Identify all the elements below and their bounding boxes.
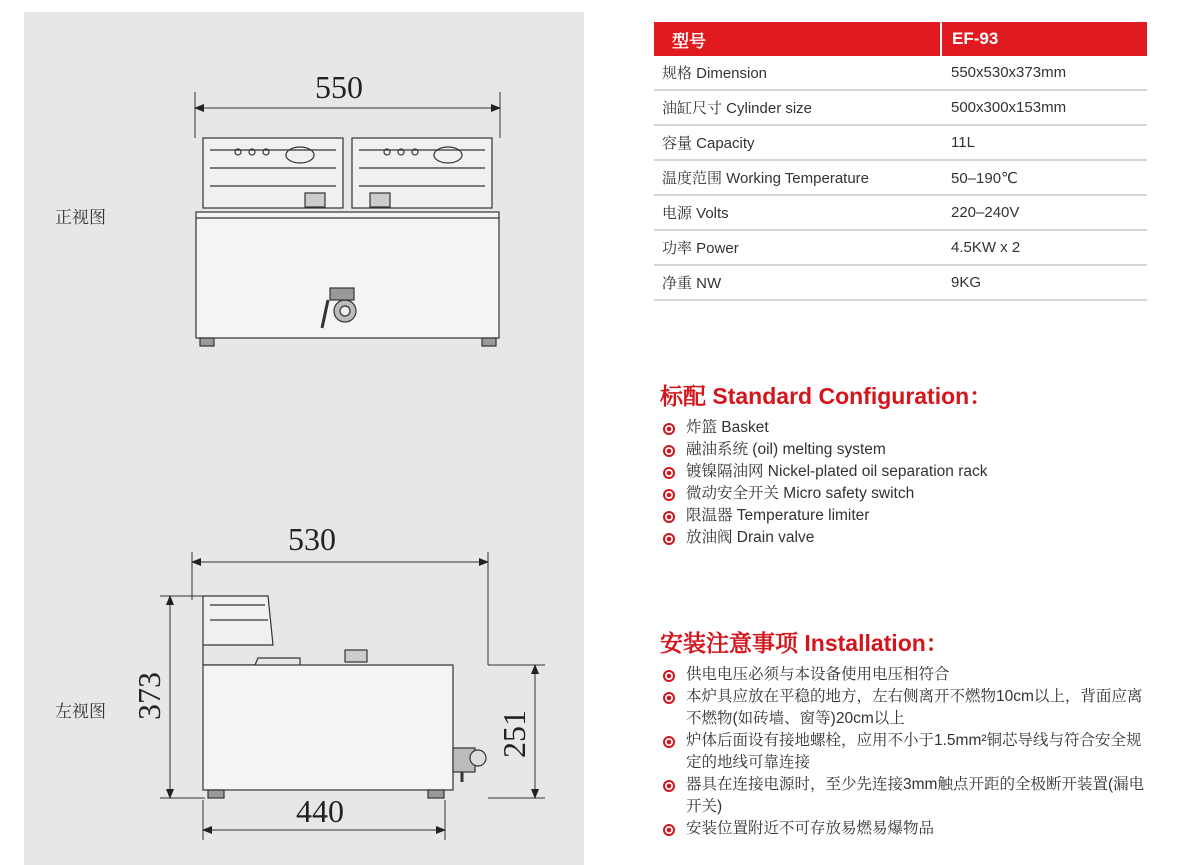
table-row bbox=[654, 265, 1147, 300]
list-item bbox=[662, 664, 1156, 686]
spec-value: 50–190℃ bbox=[941, 160, 1147, 195]
list-item-text: 炉体后面设有接地螺栓，应用不小于1.5mm²铜芯导线与符合安全规定的地线可靠连接 bbox=[686, 732, 1142, 771]
list-item bbox=[662, 818, 1156, 840]
side-depth-dimension: 530 bbox=[288, 521, 336, 557]
bullet-icon bbox=[663, 780, 675, 792]
standard-config-title: 标配 Standard Configuration： bbox=[660, 383, 993, 409]
list-item-text: 供电电压必须与本设备使用电压相符合 bbox=[686, 666, 950, 683]
spec-label: 功率 Power bbox=[654, 230, 941, 265]
table-row bbox=[654, 90, 1147, 125]
list-item bbox=[662, 505, 988, 527]
list-item bbox=[662, 483, 988, 505]
list-item-text: 本炉具应放在平稳的地方，左右侧离开不燃物10cm以上，背面应离不燃物(如砖墙、窗等)20cm以上 bbox=[686, 688, 1143, 727]
spec-value: 9KG bbox=[941, 265, 1147, 300]
list-item bbox=[662, 686, 1156, 730]
model-label: 型号 bbox=[654, 22, 941, 56]
installation-list bbox=[662, 664, 1156, 840]
bullet-icon bbox=[663, 533, 675, 545]
list-item bbox=[662, 417, 988, 439]
bullet-icon bbox=[663, 423, 675, 435]
spec-table bbox=[654, 22, 1147, 301]
side-view-label: 左视图 bbox=[55, 702, 106, 722]
model-value: EF-93 bbox=[941, 22, 1147, 56]
list-item bbox=[662, 439, 988, 461]
list-item bbox=[662, 774, 1156, 818]
list-item-text: 器具在连接电源时，至少先连接3mm触点开距的全极断开装置(漏电开关) bbox=[686, 776, 1145, 815]
front-width-dimension: 550 bbox=[315, 69, 363, 105]
spec-value: 220–240V bbox=[941, 195, 1147, 230]
table-row bbox=[654, 195, 1147, 230]
list-item-text: 放油阀 Drain valve bbox=[686, 529, 815, 546]
installation-title: 安装注意事项 Installation： bbox=[660, 630, 949, 656]
list-item-text: 微动安全开关 Micro safety switch bbox=[686, 485, 915, 502]
list-item-text: 安装位置附近不可存放易燃易爆物品 bbox=[686, 820, 935, 837]
spec-value: 550x530x373mm bbox=[941, 56, 1147, 90]
spec-value: 11L bbox=[941, 125, 1147, 160]
list-item bbox=[662, 461, 988, 483]
list-item bbox=[662, 730, 1156, 774]
spec-label: 油缸尺寸 Cylinder size bbox=[654, 90, 941, 125]
body-height-dimension: 251 bbox=[496, 710, 532, 758]
spec-label: 温度范围 Working Temperature bbox=[654, 160, 941, 195]
front-view bbox=[195, 92, 500, 346]
table-row bbox=[654, 56, 1147, 90]
table-row bbox=[654, 125, 1147, 160]
bullet-icon bbox=[663, 824, 675, 836]
front-view-label: 正视图 bbox=[55, 208, 106, 228]
bullet-icon bbox=[663, 511, 675, 523]
list-item bbox=[662, 527, 988, 549]
spec-value: 500x300x153mm bbox=[941, 90, 1147, 125]
base-depth-dimension: 440 bbox=[296, 793, 344, 829]
side-height-dimension: 373 bbox=[131, 672, 167, 720]
list-item-text: 镀镍隔油网 Nickel-plated oil separation rack bbox=[686, 463, 988, 480]
spec-value: 4.5KW x 2 bbox=[941, 230, 1147, 265]
bullet-icon bbox=[663, 445, 675, 457]
table-row bbox=[654, 230, 1147, 265]
spec-label: 规格 Dimension bbox=[654, 56, 941, 90]
spec-label: 电源 Volts bbox=[654, 195, 941, 230]
list-item-text: 融油系统 (oil) melting system bbox=[686, 441, 886, 458]
spec-label: 容量 Capacity bbox=[654, 125, 941, 160]
bullet-icon bbox=[663, 736, 675, 748]
side-view bbox=[160, 552, 545, 840]
bullet-icon bbox=[663, 489, 675, 501]
table-row bbox=[654, 160, 1147, 195]
list-item-text: 炸篮 Basket bbox=[686, 419, 769, 436]
spec-label: 净重 NW bbox=[654, 265, 941, 300]
bullet-icon bbox=[663, 692, 675, 704]
standard-config-list bbox=[662, 417, 988, 549]
bullet-icon bbox=[663, 467, 675, 479]
bullet-icon bbox=[663, 670, 675, 682]
list-item-text: 限温器 Temperature limiter bbox=[686, 507, 870, 524]
spec-table-header bbox=[654, 22, 1147, 56]
